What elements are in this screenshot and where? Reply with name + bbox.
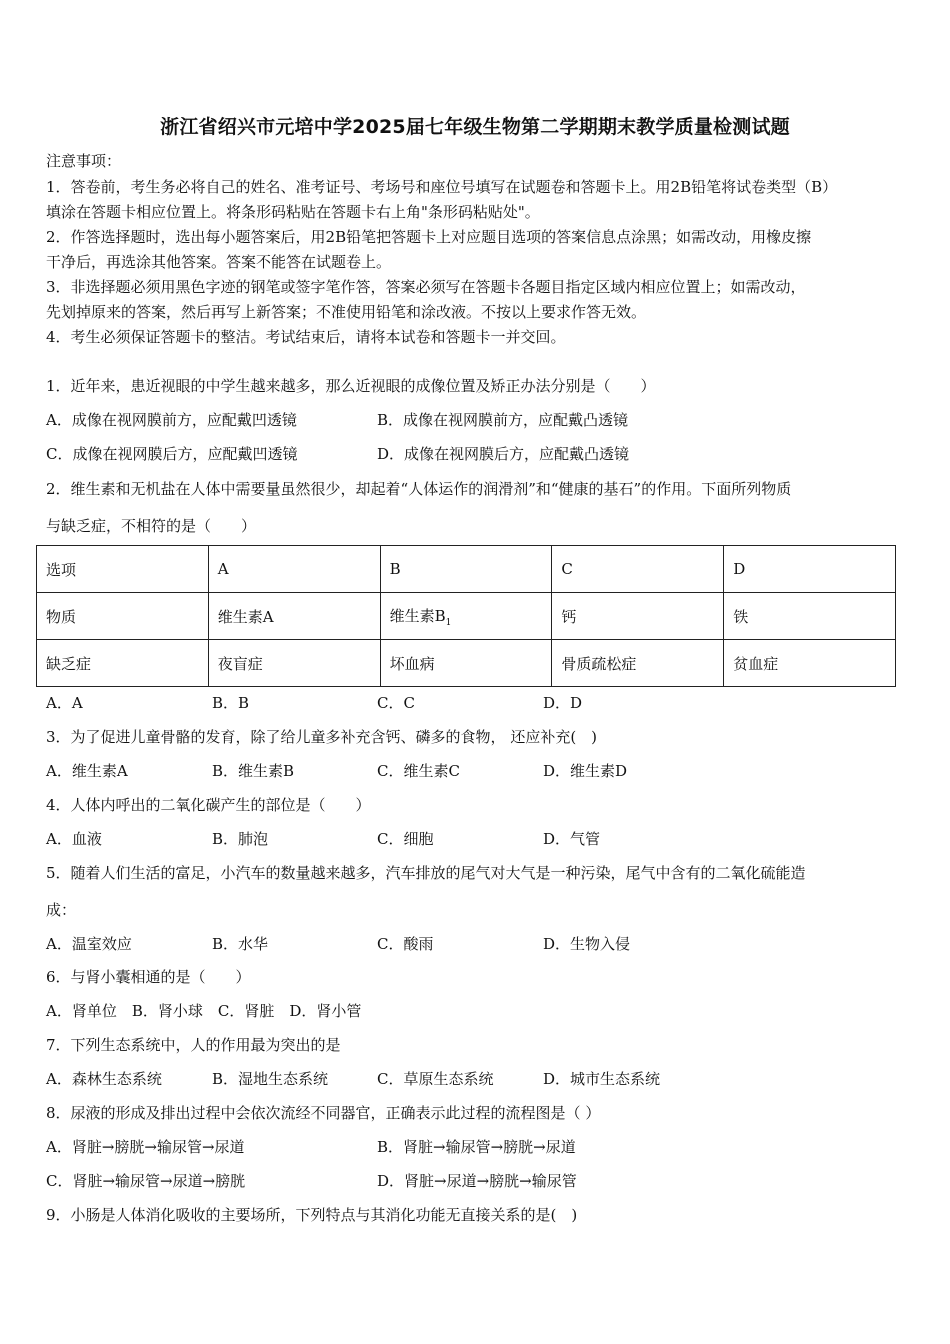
q2-table xyxy=(36,545,896,687)
notice-line: 先划掉原来的答案，然后再写上新答案；不准使用铅笔和涂改液。不按以上要求作答无效。 xyxy=(46,303,647,321)
q4-option-c: C．细胞 xyxy=(377,830,434,848)
notice-heading: 注意事项： xyxy=(46,152,122,170)
table-cell: 选项 xyxy=(37,546,209,593)
subscript: 1 xyxy=(445,617,452,628)
q3-option-a: A．维生素A xyxy=(46,762,128,780)
q8-option-b: B．肾脏→输尿管→膀胱→尿道 xyxy=(377,1138,576,1156)
q3-option-d: D．维生素D xyxy=(543,762,628,780)
question-7-stem: 7．下列生态系统中，人的作用最为突出的是 xyxy=(46,1036,341,1054)
notice-line: 4．考生必须保证答题卡的整洁。考试结束后，请将本试卷和答题卡一并交回。 xyxy=(46,328,566,346)
q8-option-a: A．肾脏→膀胱→输尿管→尿道 xyxy=(46,1138,245,1156)
notice-line: 3．非选择题必须用黑色字迹的钢笔或签字笔作答，答案必须写在答题卡各题目指定区域内相应位置上；如需改动， xyxy=(46,278,806,296)
question-6-stem: 6．与肾小囊相通的是（ ） xyxy=(46,968,251,986)
question-9-stem: 9．小肠是人体消化吸收的主要场所，下列特点与其消化功能无直接关系的是( ) xyxy=(46,1206,578,1224)
q4-option-b: B．肺泡 xyxy=(212,830,269,848)
q2-option-a: A．A xyxy=(46,694,83,712)
q5-option-d: D．生物入侵 xyxy=(543,935,631,953)
q6-options: A．肾单位 B．肾小球 C．肾脏 D．肾小管 xyxy=(46,1002,362,1020)
table-row xyxy=(37,640,896,687)
q4-option-a: A．血液 xyxy=(46,830,102,848)
table-row xyxy=(37,593,896,640)
q7-option-c: C．草原生态系统 xyxy=(377,1070,494,1088)
question-2-stem-cont: 与缺乏症，不相符的是（ ） xyxy=(46,517,257,535)
question-2-stem: 2．维生素和无机盐在人体中需要量虽然很少，却起着“人体运作的润滑剂”和“健康的基石”的作用。下面所列物质 xyxy=(46,480,792,498)
q1-option-a: A．成像在视网膜前方，应配戴凹透镜 xyxy=(46,411,297,429)
question-5-stem-cont: 成： xyxy=(46,901,77,919)
table-cell: 维生素A xyxy=(208,593,380,640)
q2-option-d: D．D xyxy=(543,694,583,712)
q2-option-c: C．C xyxy=(377,694,415,712)
table-cell: 坏血病 xyxy=(380,640,552,687)
cell-text: 维生素B xyxy=(389,606,446,625)
page-title: 浙江省绍兴市元培中学2025届七年级生物第二学期期末教学质量检测试题 xyxy=(160,116,790,138)
q5-option-c: C．酸雨 xyxy=(377,935,434,953)
question-8-stem: 8．尿液的形成及排出过程中会依次流经不同器官，正确表示此过程的流程图是（ ） xyxy=(46,1104,601,1122)
q7-option-d: D．城市生态系统 xyxy=(543,1070,661,1088)
q8-option-c: C．肾脏→输尿管→尿道→膀胱 xyxy=(46,1172,246,1190)
q8-option-d: D．肾脏→尿道→膀胱→输尿管 xyxy=(377,1172,577,1190)
question-3-stem: 3．为了促进儿童骨骼的发育，除了给儿童多补充含钙、磷多的食物， 还应补充( ) xyxy=(46,728,598,746)
table-cell: 骨质疏松症 xyxy=(552,640,724,687)
question-4-stem: 4．人体内呼出的二氧化碳产生的部位是（ ） xyxy=(46,796,371,814)
table-cell: 缺乏症 xyxy=(37,640,209,687)
q3-option-b: B．维生素B xyxy=(212,762,295,780)
q5-option-b: B．水华 xyxy=(212,935,269,953)
notice-line: 1．答卷前，考生务必将自己的姓名、准考证号、考场号和座位号填写在试题卷和答题卡上。用2B铅笔将试卷类型（B） xyxy=(46,178,838,196)
table-cell: D xyxy=(724,546,896,593)
table-cell: 钙 xyxy=(552,593,724,640)
table-cell: B xyxy=(380,546,552,593)
table-cell: 物质 xyxy=(37,593,209,640)
q5-option-a: A．温室效应 xyxy=(46,935,132,953)
q1-option-d: D．成像在视网膜后方，应配戴凸透镜 xyxy=(377,445,630,463)
q7-option-a: A．森林生态系统 xyxy=(46,1070,162,1088)
q7-option-b: B．湿地生态系统 xyxy=(212,1070,329,1088)
table-row xyxy=(37,546,896,593)
q1-option-c: C．成像在视网膜后方，应配戴凹透镜 xyxy=(46,445,298,463)
notice-line: 干净后，再选涂其他答案。答案不能答在试题卷上。 xyxy=(46,253,392,271)
table-cell: 贫血症 xyxy=(724,640,896,687)
table-cell: 铁 xyxy=(724,593,896,640)
table-cell xyxy=(380,593,552,640)
q4-option-d: D．气管 xyxy=(543,830,601,848)
question-1-stem: 1．近年来，患近视眼的中学生越来越多，那么近视眼的成像位置及矫正办法分别是（ ） xyxy=(46,377,656,395)
notice-line: 2．作答选择题时，选出每小题答案后，用2B铅笔把答题卡上对应题目选项的答案信息点涂黑；如需改动，用橡皮擦 xyxy=(46,228,812,246)
q3-option-c: C．维生素C xyxy=(377,762,460,780)
table-cell: 夜盲症 xyxy=(208,640,380,687)
notice-line: 填涂在答题卡相应位置上。将条形码粘贴在答题卡右上角"条形码粘贴处"。 xyxy=(46,203,540,221)
table-cell: C xyxy=(552,546,724,593)
table-cell: A xyxy=(208,546,380,593)
q1-option-b: B．成像在视网膜前方，应配戴凸透镜 xyxy=(377,411,629,429)
q2-option-b: B．B xyxy=(212,694,250,712)
question-5-stem: 5．随着人们生活的富足，小汽车的数量越来越多，汽车排放的尾气对大气是一种污染，尾气中含有的二氧化硫能造 xyxy=(46,864,806,882)
